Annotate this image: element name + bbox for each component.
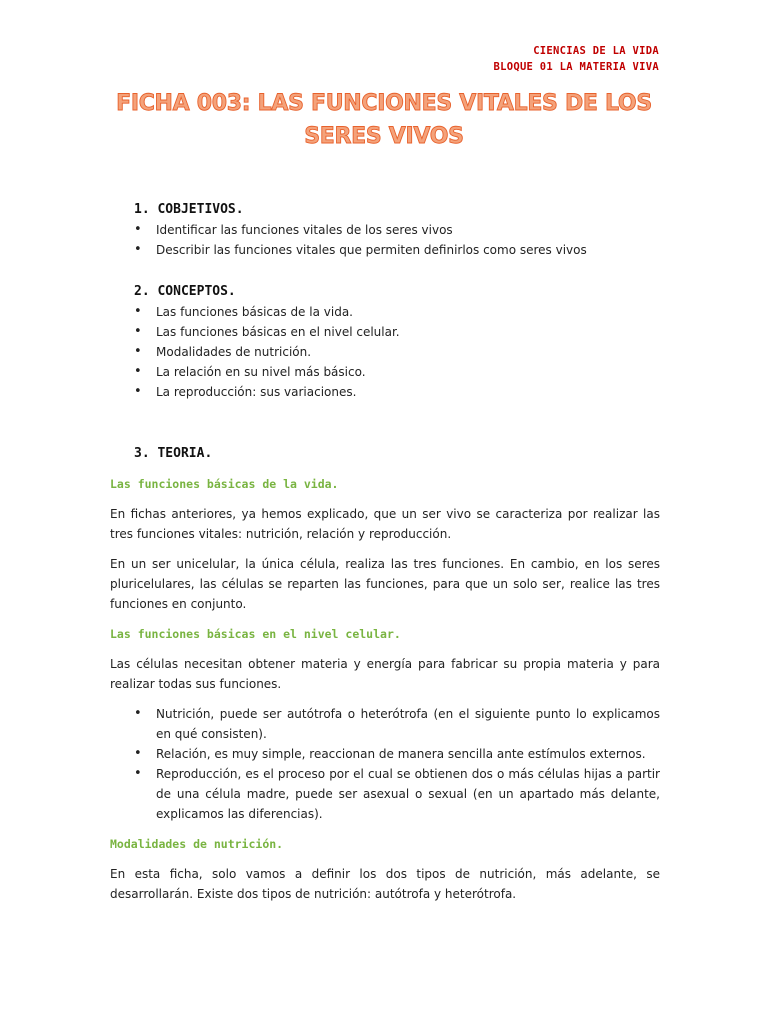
list-item: • Describir las funciones vitales que permiten definirlos como seres vivos: [110, 240, 660, 260]
paragraph: En esta ficha, solo vamos a definir los dos tipos de nutrición, más adelante, se desarrollarán. Existe dos tipos de nutrición: autótrofa y heterótrofa.: [110, 867, 660, 901]
list-item: • Las funciones básicas en el nivel celular.: [110, 322, 660, 342]
objetivos-list: [110, 220, 660, 260]
section-teoria-heading: 3. TEORIA.: [134, 446, 213, 461]
list-item: • Nutrición, puede ser autótrofa o heterótrofa (en el siguiente punto lo explicamos en qué consisten).: [110, 704, 660, 744]
list-item: • La relación en su nivel más básico.: [110, 362, 660, 382]
subsection-modalidades-nutricion: Modalidades de nutrición.: [110, 837, 284, 851]
list-item: • Modalidades de nutrición.: [110, 342, 660, 362]
subsection-nivel-celular: Las funciones básicas en el nivel celular.: [110, 627, 401, 641]
header-block: BLOQUE 01 LA MATERIA VIVA: [493, 61, 659, 73]
list-item: • Las funciones básicas de la vida.: [110, 302, 660, 322]
page-header: [493, 43, 659, 75]
funciones-celulares-list: [110, 704, 660, 824]
list-item: • Relación, es muy simple, reaccionan de manera sencilla ante estímulos externos.: [110, 744, 660, 764]
document-title: FICHA 003: LAS FUNCIONES VITALES DE LOS SERES VIVOS: [116, 91, 652, 149]
document-body: [110, 200, 660, 904]
subsection-funciones-basicas: Las funciones básicas de la vida.: [110, 477, 339, 491]
section-objetivos-heading: 1. COBJETIVOS.: [134, 202, 244, 217]
paragraph: En un ser unicelular, la única célula, realiza las tres funciones. En cambio, en los seres pluricelulares, las células se reparten las funciones, para que un solo ser, realice las tres funciones en conjunto.: [110, 557, 660, 611]
paragraph: En fichas anteriores, ya hemos explicado, que un ser vivo se caracteriza por realizar las tres funciones vitales: nutrición, relación y reproducción.: [110, 507, 660, 541]
list-item: • Reproducción, es el proceso por el cual se obtienen dos o más células hijas a partir de una célula madre, puede ser asexual o sexual (en un apartado más delante, explicamos las diferencias).: [110, 764, 660, 824]
list-item: • Identificar las funciones vitales de los seres vivos: [110, 220, 660, 240]
list-item: • La reproducción: sus variaciones.: [110, 382, 660, 402]
header-subject: CIENCIAS DE LA VIDA: [533, 45, 659, 57]
paragraph: Las células necesitan obtener materia y energía para fabricar su propia materia y para realizar todas sus funciones.: [110, 657, 660, 691]
section-conceptos-heading: 2. CONCEPTOS.: [134, 284, 236, 299]
conceptos-list: [110, 302, 660, 402]
